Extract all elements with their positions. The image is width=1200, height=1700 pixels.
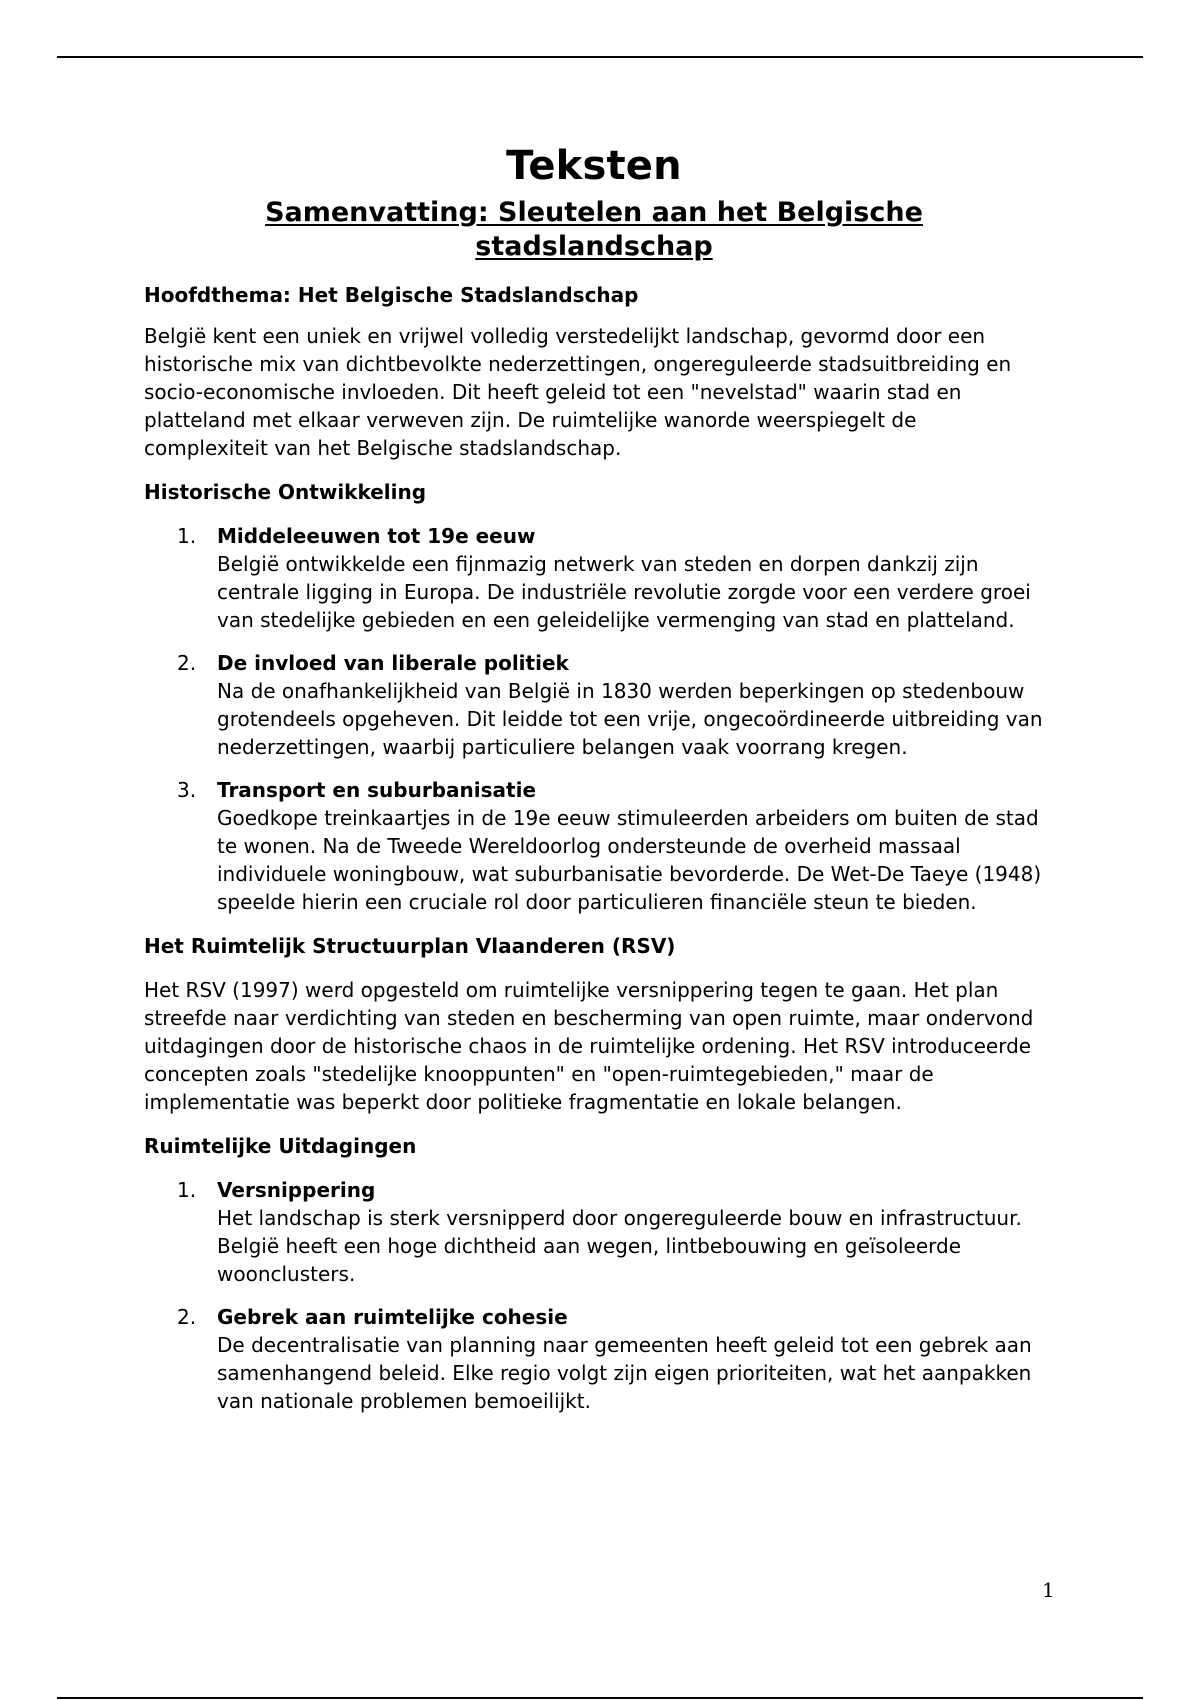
section-text-rsv: Het RSV (1997) werd opgesteld om ruimtelijke versnippering tegen te gaan. Het plan streefde naar verdichting van steden en bescherming van open ruimte, maar ondervond uitdagingen door de historische chaos in de ruimtelijke ordening. Het RSV introduceerde concepten zoals "stedelijke knooppunten" en "open-ruimtegebieden," maar de implementatie was beperkt door politieke fragmentatie en lokale belangen. [144, 978, 1034, 1114]
list-item [144, 776, 1044, 916]
list-item-text: Goedkope treinkaartjes in de 19e eeuw stimuleerden arbeiders om buiten de stad te wonen. Na de Tweede Wereldoorlog ondersteunde de overheid massaal individuele woningbouw, wat suburbanisatie bevorderde. De Wet-De Taeye (1948) speelde hierin een cruciale rol door particulieren financiële steun te bieden. [217, 806, 1042, 914]
list-number: 2. [177, 1305, 197, 1329]
section-heading-hoofdthema: Hoofdthema: Het Belgische Stadslandschap [144, 283, 639, 307]
list-item [144, 1176, 1044, 1288]
list-number: 1. [177, 524, 197, 548]
document-subtitle: Samenvatting: Sleutelen aan het Belgische stadslandschap [265, 197, 923, 262]
list-item [144, 1303, 1044, 1415]
list-item [144, 522, 1044, 634]
list-item-title: Gebrek aan ruimtelijke cohesie [217, 1305, 568, 1329]
section-heading-uitdagingen: Ruimtelijke Uitdagingen [144, 1134, 417, 1158]
list-item-title: Transport en suburbanisatie [217, 778, 537, 802]
list-item-title: Middeleeuwen tot 19e eeuw [217, 524, 536, 548]
list-item-text: Na de onafhankelijkheid van België in 1830 werden beperkingen op stedenbouw grotendeels opgeheven. Dit leidde tot een vrije, ongecoördineerde uitbreiding van nederzettingen, waarbij particuliere belangen vaak voorrang kregen. [217, 679, 1043, 759]
section-heading-rsv: Het Ruimtelijk Structuurplan Vlaanderen (RSV) [144, 934, 676, 958]
list-number: 3. [177, 778, 197, 802]
header-rule [57, 56, 1143, 58]
list-item-text: België ontwikkelde een fijnmazig netwerk van steden en dorpen dankzij zijn centrale ligging in Europa. De industriële revolutie zorgde voor een verdere groei van stedelijke gebieden en een geleidelijke vermenging van stad en platteland. [217, 552, 1031, 632]
list-item-text: Het landschap is sterk versnipperd door ongereguleerde bouw en infrastructuur. België heeft een hoge dichtheid aan wegen, lintbebouwing en geïsoleerde woonclusters. [217, 1206, 1022, 1286]
list-item-title: De invloed van liberale politiek [217, 651, 569, 675]
document-title: Teksten [506, 143, 682, 189]
uitdagingen-list [144, 1176, 1044, 1415]
list-item-title: Versnippering [217, 1178, 376, 1202]
list-number: 1. [177, 1178, 197, 1202]
page-number: 1 [1042, 1578, 1055, 1602]
list-number: 2. [177, 651, 197, 675]
historisch-list [144, 522, 1044, 916]
list-item [144, 649, 1044, 761]
section-heading-historisch: Historische Ontwikkeling [144, 480, 427, 504]
section-text-hoofdthema: België kent een uniek en vrijwel volledig verstedelijkt landschap, gevormd door een historische mix van dichtbevolkte nederzettingen, ongereguleerde stadsuitbreiding en socio-economische invloeden. Dit heeft geleid tot een "nevelstad" waarin stad en platteland met elkaar verweven zijn. De ruimtelijke wanorde weerspiegelt de complexiteit van het Belgische stadslandschap. [144, 324, 1012, 460]
document-body [144, 138, 1044, 1415]
footer-rule [57, 1697, 1143, 1699]
list-item-text: De decentralisatie van planning naar gemeenten heeft geleid tot een gebrek aan samenhangend beleid. Elke regio volgt zijn eigen prioriteiten, wat het aanpakken van nationale problemen bemoeilijkt. [217, 1333, 1032, 1413]
